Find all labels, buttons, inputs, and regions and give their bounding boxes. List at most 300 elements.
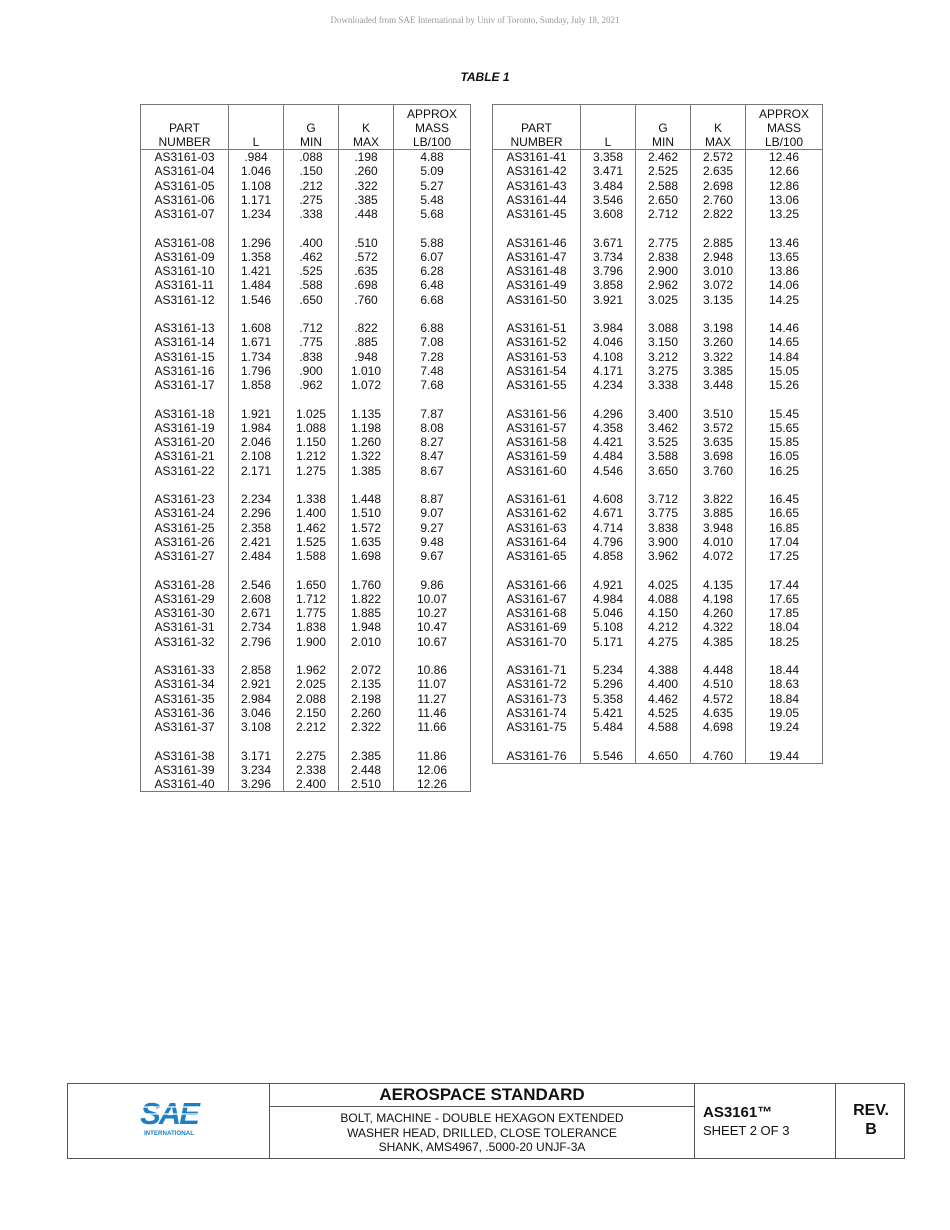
table-row xyxy=(141,364,471,378)
cell-approx-mass: 17.04 xyxy=(746,535,823,549)
cell-l: 1.421 xyxy=(229,264,284,278)
cell-g-min: 4.025 xyxy=(636,578,691,592)
cell-part-number: AS3161-42 xyxy=(493,164,581,178)
cell-g-min: 3.588 xyxy=(636,449,691,463)
header-line: G xyxy=(658,121,668,135)
spacer-cell xyxy=(636,649,691,663)
table-row xyxy=(141,492,471,506)
header-line: MASS xyxy=(766,121,801,135)
cell-approx-mass: 13.65 xyxy=(746,250,823,264)
cell-part-number: AS3161-09 xyxy=(141,250,229,264)
table-row xyxy=(493,535,823,549)
cell-l: 5.108 xyxy=(581,620,636,634)
cell-l: 3.984 xyxy=(581,321,636,335)
cell-approx-mass: 13.06 xyxy=(746,193,823,207)
spacer-cell xyxy=(339,307,394,321)
cell-part-number: AS3161-24 xyxy=(141,506,229,520)
cell-l: 2.046 xyxy=(229,435,284,449)
cell-l: 3.296 xyxy=(229,777,284,792)
spacer-cell xyxy=(229,478,284,492)
table-row xyxy=(493,620,823,634)
cell-l: 3.046 xyxy=(229,706,284,720)
cell-part-number: AS3161-76 xyxy=(493,749,581,764)
spacer-cell xyxy=(493,563,581,577)
title-cell xyxy=(270,1084,695,1158)
header-approx-mass xyxy=(394,105,471,150)
table-row xyxy=(493,606,823,620)
spacer-cell xyxy=(581,221,636,235)
cell-k-max: 1.072 xyxy=(339,378,394,392)
header-line: MAX xyxy=(704,135,731,149)
cell-g-min: .712 xyxy=(284,321,339,335)
cell-g-min: 3.962 xyxy=(636,549,691,563)
table-row xyxy=(141,606,471,620)
cell-g-min: 1.338 xyxy=(284,492,339,506)
cell-g-min: 1.900 xyxy=(284,635,339,649)
cell-part-number: AS3161-38 xyxy=(141,749,229,763)
spacer-cell xyxy=(691,563,746,577)
table-row xyxy=(493,150,823,165)
cell-l: 2.796 xyxy=(229,635,284,649)
cell-approx-mass: 18.44 xyxy=(746,663,823,677)
spacer-cell xyxy=(229,563,284,577)
cell-l: 1.671 xyxy=(229,335,284,349)
spacer-cell xyxy=(493,649,581,663)
table-row xyxy=(493,677,823,691)
table-row xyxy=(493,207,823,221)
cell-approx-mass: 11.27 xyxy=(394,692,471,706)
table-row xyxy=(141,549,471,563)
spacer-cell xyxy=(746,307,823,321)
spacer-cell xyxy=(581,649,636,663)
cell-approx-mass: 5.09 xyxy=(394,164,471,178)
cell-l: 3.484 xyxy=(581,179,636,193)
cell-g-min: 2.900 xyxy=(636,264,691,278)
spacer-cell xyxy=(141,221,229,235)
cell-k-max: 1.572 xyxy=(339,521,394,535)
spacer-row xyxy=(493,221,823,235)
cell-part-number: AS3161-45 xyxy=(493,207,581,221)
cell-g-min: .088 xyxy=(284,150,339,165)
cell-k-max: 1.635 xyxy=(339,535,394,549)
cell-part-number: AS3161-64 xyxy=(493,535,581,549)
spacer-cell xyxy=(394,734,471,748)
cell-part-number: AS3161-16 xyxy=(141,364,229,378)
table-row xyxy=(493,193,823,207)
cell-part-number: AS3161-54 xyxy=(493,364,581,378)
cell-k-max: 4.572 xyxy=(691,692,746,706)
spacer-cell xyxy=(636,478,691,492)
cell-k-max: 3.760 xyxy=(691,464,746,478)
header-part-number xyxy=(493,105,581,150)
cell-part-number: AS3161-56 xyxy=(493,407,581,421)
cell-g-min: 3.900 xyxy=(636,535,691,549)
cell-g-min: .838 xyxy=(284,350,339,364)
cell-k-max: 3.135 xyxy=(691,293,746,307)
cell-l: 4.608 xyxy=(581,492,636,506)
table-row xyxy=(493,278,823,292)
cell-approx-mass: 15.65 xyxy=(746,421,823,435)
cell-approx-mass: 15.45 xyxy=(746,407,823,421)
cell-approx-mass: 10.47 xyxy=(394,620,471,634)
header-line: MIN xyxy=(652,135,674,149)
cell-l: 5.296 xyxy=(581,677,636,691)
spacer-cell xyxy=(746,392,823,406)
cell-part-number: AS3161-06 xyxy=(141,193,229,207)
cell-approx-mass: 14.25 xyxy=(746,293,823,307)
download-note: Downloaded from SAE International by Univ of Toronto, Sunday, July 18, 2021 xyxy=(330,15,620,25)
cell-g-min: 3.650 xyxy=(636,464,691,478)
spacer-cell xyxy=(284,563,339,577)
spacer-cell xyxy=(229,221,284,235)
cell-k-max: 3.635 xyxy=(691,435,746,449)
cell-approx-mass: 16.65 xyxy=(746,506,823,520)
spacer-cell xyxy=(284,307,339,321)
cell-g-min: .462 xyxy=(284,250,339,264)
cell-g-min: 3.088 xyxy=(636,321,691,335)
cell-k-max: 3.510 xyxy=(691,407,746,421)
cell-l: 3.734 xyxy=(581,250,636,264)
cell-part-number: AS3161-51 xyxy=(493,321,581,335)
cell-g-min: 2.338 xyxy=(284,763,339,777)
cell-l: 5.546 xyxy=(581,749,636,764)
cell-l: 5.358 xyxy=(581,692,636,706)
cell-part-number: AS3161-74 xyxy=(493,706,581,720)
cell-k-max: .572 xyxy=(339,250,394,264)
spacer-cell xyxy=(691,392,746,406)
cell-g-min: 2.275 xyxy=(284,749,339,763)
spacer-cell xyxy=(141,307,229,321)
cell-part-number: AS3161-61 xyxy=(493,492,581,506)
spacer-cell xyxy=(636,563,691,577)
table-row xyxy=(493,549,823,563)
cell-approx-mass: 15.85 xyxy=(746,435,823,449)
cell-approx-mass: 18.63 xyxy=(746,677,823,691)
spacer-cell xyxy=(284,478,339,492)
cell-l: 1.796 xyxy=(229,364,284,378)
cell-approx-mass: 6.68 xyxy=(394,293,471,307)
cell-g-min: 1.650 xyxy=(284,578,339,592)
spacer-cell xyxy=(691,649,746,663)
cell-l: 4.921 xyxy=(581,578,636,592)
spacer-cell xyxy=(636,392,691,406)
cell-approx-mass: 16.05 xyxy=(746,449,823,463)
cell-k-max: 3.072 xyxy=(691,278,746,292)
cell-g-min: .588 xyxy=(284,278,339,292)
cell-l: 2.921 xyxy=(229,677,284,691)
cell-part-number: AS3161-46 xyxy=(493,236,581,250)
spacer-cell xyxy=(229,734,284,748)
spacer-cell xyxy=(339,392,394,406)
table-row xyxy=(141,378,471,392)
cell-approx-mass: 6.07 xyxy=(394,250,471,264)
cell-l: 4.234 xyxy=(581,378,636,392)
table-row xyxy=(493,378,823,392)
cell-approx-mass: 7.28 xyxy=(394,350,471,364)
cell-approx-mass: 14.06 xyxy=(746,278,823,292)
cell-part-number: AS3161-07 xyxy=(141,207,229,221)
cell-part-number: AS3161-32 xyxy=(141,635,229,649)
table-row xyxy=(493,236,823,250)
cell-part-number: AS3161-39 xyxy=(141,763,229,777)
cell-part-number: AS3161-14 xyxy=(141,335,229,349)
cell-g-min: 4.400 xyxy=(636,677,691,691)
cell-g-min: 3.025 xyxy=(636,293,691,307)
cell-l: 4.108 xyxy=(581,350,636,364)
cell-part-number: AS3161-18 xyxy=(141,407,229,421)
spacer-cell xyxy=(394,221,471,235)
spacer-row xyxy=(493,734,823,748)
cell-k-max: 1.448 xyxy=(339,492,394,506)
header-row xyxy=(141,105,471,150)
cell-k-max: 2.322 xyxy=(339,720,394,734)
header-approx-mass xyxy=(746,105,823,150)
cell-g-min: .900 xyxy=(284,364,339,378)
cell-part-number: AS3161-57 xyxy=(493,421,581,435)
table-row xyxy=(493,293,823,307)
spacer-cell xyxy=(493,478,581,492)
cell-part-number: AS3161-08 xyxy=(141,236,229,250)
revision-title: REV. xyxy=(853,1102,889,1119)
cell-k-max: 4.322 xyxy=(691,620,746,634)
table-row xyxy=(493,264,823,278)
spacer-cell xyxy=(746,649,823,663)
table-row xyxy=(493,407,823,421)
standard-heading: AEROSPACE STANDARD xyxy=(270,1084,694,1107)
cell-g-min: 3.338 xyxy=(636,378,691,392)
cell-k-max: 4.698 xyxy=(691,720,746,734)
spacer-cell xyxy=(284,392,339,406)
cell-l: 1.921 xyxy=(229,407,284,421)
table-row xyxy=(493,421,823,435)
cell-approx-mass: 14.46 xyxy=(746,321,823,335)
header-line: MIN xyxy=(300,135,322,149)
cell-approx-mass: 12.46 xyxy=(746,150,823,165)
document-cell xyxy=(695,1084,836,1158)
table-row xyxy=(141,635,471,649)
cell-k-max: 2.448 xyxy=(339,763,394,777)
cell-k-max: 4.510 xyxy=(691,677,746,691)
table-row xyxy=(141,692,471,706)
table-row xyxy=(141,250,471,264)
cell-l: 4.421 xyxy=(581,435,636,449)
spacer-cell xyxy=(284,221,339,235)
cell-k-max: 4.135 xyxy=(691,578,746,592)
table-row xyxy=(141,236,471,250)
cell-k-max: 3.198 xyxy=(691,321,746,335)
table-row xyxy=(141,720,471,734)
cell-k-max: 2.635 xyxy=(691,164,746,178)
spacer-cell xyxy=(691,221,746,235)
cell-g-min: 2.400 xyxy=(284,777,339,792)
table-row xyxy=(493,578,823,592)
cell-l: 2.734 xyxy=(229,620,284,634)
cell-approx-mass: 11.66 xyxy=(394,720,471,734)
header-line: APPROX xyxy=(406,107,457,121)
table-row xyxy=(493,720,823,734)
cell-g-min: 2.462 xyxy=(636,150,691,165)
cell-approx-mass: 10.86 xyxy=(394,663,471,677)
spacer-cell xyxy=(394,563,471,577)
table-row xyxy=(141,179,471,193)
cell-g-min: 3.525 xyxy=(636,435,691,449)
cell-g-min: .400 xyxy=(284,236,339,250)
cell-part-number: AS3161-60 xyxy=(493,464,581,478)
spacer-cell xyxy=(691,734,746,748)
cell-g-min: 1.088 xyxy=(284,421,339,435)
cell-approx-mass: 16.25 xyxy=(746,464,823,478)
revision-label xyxy=(836,1101,906,1139)
table-row xyxy=(141,207,471,221)
spacer-cell xyxy=(691,478,746,492)
cell-approx-mass: 10.27 xyxy=(394,606,471,620)
cell-l: 4.796 xyxy=(581,535,636,549)
cell-k-max: .385 xyxy=(339,193,394,207)
cell-g-min: 3.150 xyxy=(636,335,691,349)
cell-approx-mass: 16.45 xyxy=(746,492,823,506)
table-row xyxy=(141,164,471,178)
cell-approx-mass: 6.88 xyxy=(394,321,471,335)
cell-approx-mass: 10.07 xyxy=(394,592,471,606)
cell-k-max: .198 xyxy=(339,150,394,165)
cell-l: 5.484 xyxy=(581,720,636,734)
cell-g-min: 4.088 xyxy=(636,592,691,606)
cell-g-min: 1.462 xyxy=(284,521,339,535)
cell-k-max: 2.572 xyxy=(691,150,746,165)
cell-l: 5.171 xyxy=(581,635,636,649)
table-row xyxy=(141,293,471,307)
cell-k-max: .635 xyxy=(339,264,394,278)
cell-approx-mass: 13.25 xyxy=(746,207,823,221)
cell-approx-mass: 8.87 xyxy=(394,492,471,506)
table-row xyxy=(493,364,823,378)
cell-part-number: AS3161-48 xyxy=(493,264,581,278)
cell-g-min: 3.212 xyxy=(636,350,691,364)
cell-l: 2.858 xyxy=(229,663,284,677)
spacer-cell xyxy=(493,221,581,235)
table-body xyxy=(493,150,823,764)
spacer-cell xyxy=(229,307,284,321)
cell-approx-mass: 4.88 xyxy=(394,150,471,165)
cell-approx-mass: 14.65 xyxy=(746,335,823,349)
cell-l: 1.046 xyxy=(229,164,284,178)
cell-k-max: 1.760 xyxy=(339,578,394,592)
cell-k-max: 3.948 xyxy=(691,521,746,535)
table-row xyxy=(141,777,471,792)
cell-approx-mass: 19.05 xyxy=(746,706,823,720)
cell-approx-mass: 12.66 xyxy=(746,164,823,178)
cell-l: 4.046 xyxy=(581,335,636,349)
cell-g-min: .150 xyxy=(284,164,339,178)
revision-cell xyxy=(836,1084,906,1158)
cell-k-max: 2.885 xyxy=(691,236,746,250)
header-line: NUMBER xyxy=(158,135,211,149)
cell-k-max: 2.135 xyxy=(339,677,394,691)
cell-l: 4.296 xyxy=(581,407,636,421)
spacer-cell xyxy=(746,478,823,492)
cell-approx-mass: 14.84 xyxy=(746,350,823,364)
table-row xyxy=(493,692,823,706)
cell-approx-mass: 8.47 xyxy=(394,449,471,463)
cell-g-min: 4.212 xyxy=(636,620,691,634)
cell-l: 4.171 xyxy=(581,364,636,378)
cell-part-number: AS3161-10 xyxy=(141,264,229,278)
cell-k-max: 4.260 xyxy=(691,606,746,620)
cell-k-max: 3.698 xyxy=(691,449,746,463)
cell-k-max: .510 xyxy=(339,236,394,250)
spacer-cell xyxy=(141,392,229,406)
sae-logo xyxy=(136,1094,202,1138)
cell-k-max: 2.760 xyxy=(691,193,746,207)
document-number: AS3161™ xyxy=(703,1104,773,1121)
cell-g-min: .338 xyxy=(284,207,339,221)
cell-part-number: AS3161-05 xyxy=(141,179,229,193)
spacer-cell xyxy=(581,563,636,577)
header-g-min xyxy=(284,105,339,150)
cell-l: 2.108 xyxy=(229,449,284,463)
cell-part-number: AS3161-66 xyxy=(493,578,581,592)
cell-g-min: 1.150 xyxy=(284,435,339,449)
cell-part-number: AS3161-49 xyxy=(493,278,581,292)
cell-approx-mass: 5.68 xyxy=(394,207,471,221)
cell-k-max: 1.010 xyxy=(339,364,394,378)
spacer-cell xyxy=(141,563,229,577)
spacer-cell xyxy=(746,221,823,235)
spacer-cell xyxy=(339,221,394,235)
spacer-row xyxy=(493,307,823,321)
table-title: TABLE 1 xyxy=(460,70,510,84)
cell-l: 3.796 xyxy=(581,264,636,278)
table-row xyxy=(493,663,823,677)
spacer-row xyxy=(141,734,471,748)
cell-g-min: 4.462 xyxy=(636,692,691,706)
header-line: K xyxy=(361,121,370,135)
cell-part-number: AS3161-17 xyxy=(141,378,229,392)
spacer-row xyxy=(493,392,823,406)
table-row xyxy=(493,164,823,178)
spacer-cell xyxy=(581,307,636,321)
cell-k-max: .948 xyxy=(339,350,394,364)
cell-approx-mass: 17.85 xyxy=(746,606,823,620)
header-l xyxy=(581,105,636,150)
cell-part-number: AS3161-41 xyxy=(493,150,581,165)
cell-k-max: 3.448 xyxy=(691,378,746,392)
table-row xyxy=(493,435,823,449)
spacer-cell xyxy=(394,649,471,663)
cell-k-max: 2.010 xyxy=(339,635,394,649)
cell-part-number: AS3161-34 xyxy=(141,677,229,691)
cell-l: 5.046 xyxy=(581,606,636,620)
table-row xyxy=(141,464,471,478)
table-row xyxy=(493,449,823,463)
cell-approx-mass: 18.84 xyxy=(746,692,823,706)
table-row xyxy=(493,592,823,606)
cell-l: 3.171 xyxy=(229,749,284,763)
table-row xyxy=(141,278,471,292)
cell-approx-mass: 18.25 xyxy=(746,635,823,649)
table-row xyxy=(493,749,823,764)
spacer-cell xyxy=(493,307,581,321)
cell-approx-mass: 12.86 xyxy=(746,179,823,193)
cell-g-min: .525 xyxy=(284,264,339,278)
cell-part-number: AS3161-37 xyxy=(141,720,229,734)
cell-l: 2.608 xyxy=(229,592,284,606)
cell-g-min: 2.212 xyxy=(284,720,339,734)
cell-part-number: AS3161-30 xyxy=(141,606,229,620)
spacer-cell xyxy=(746,563,823,577)
table-row xyxy=(141,506,471,520)
spacer-cell xyxy=(394,392,471,406)
